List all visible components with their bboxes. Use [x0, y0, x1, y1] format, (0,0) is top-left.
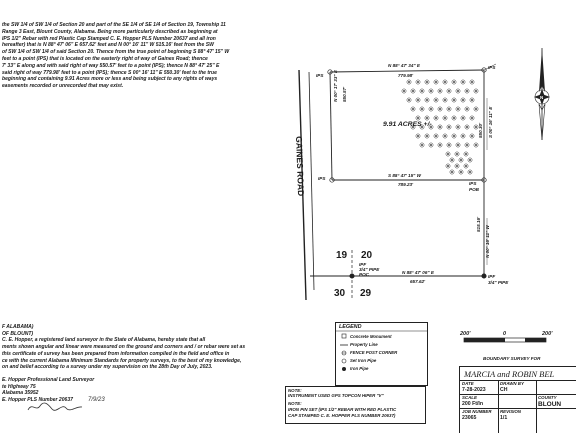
tree-icon [451, 133, 457, 139]
description-line: said right of way 779.98' feet to a point (IPS); thence S 00° 16' 11" E 550.30' feet to the true [2, 69, 217, 76]
tree-icon [460, 79, 466, 85]
description-line: of SW 1/4 of SW 1/4 of said Section 20. Thence from the true point of beginning S 88° 47' 15" W [2, 49, 230, 56]
legend-item: Property Line [350, 342, 378, 347]
tree-icon [415, 133, 421, 139]
certification-line: on and belief according to a survey under my supervision on the 28th Day of July, 2023. [2, 364, 213, 371]
tree-icon [437, 106, 443, 112]
drawn-value: CH [500, 387, 508, 393]
revision-value: 1/1 [500, 415, 508, 421]
tree-icon [463, 151, 469, 157]
scale-left: 200' [460, 331, 471, 337]
tree-icon [437, 142, 443, 148]
tree-icon [410, 88, 416, 94]
tree-icon [437, 124, 443, 130]
scale-bar [464, 338, 546, 342]
section-20: 20 [361, 250, 373, 261]
legend-item: Iron Pipe [350, 366, 369, 371]
surveyor-line: te Highway 75 [2, 383, 36, 390]
tree-icon [428, 88, 434, 94]
scale-mid: 0 [503, 331, 507, 337]
tree-icon [467, 157, 473, 163]
tree-icon [464, 106, 470, 112]
signature-icon [26, 400, 86, 414]
note-instrument: INSTRUMENT USED GPS TOPCON HIPER "V" [288, 393, 384, 398]
note-cap: CAP STAMPED C. E. HOPPER PLS NUMBER 20637) [288, 413, 396, 418]
north-bearing: N 88° 47' 34" E [388, 63, 420, 68]
certification-line: F ALABAMA) [2, 324, 34, 330]
title-header: BOUNDARY SURVEY FOR [483, 356, 541, 361]
tree-icon [469, 115, 475, 121]
tree-icon [460, 97, 466, 103]
concrete-monument-icon [342, 334, 346, 338]
note-title: NOTE: [288, 388, 302, 393]
description-line: Range 3 East, Blount County, Alabama. Being more particularly described as beginning at [2, 28, 218, 35]
tree-icon [469, 79, 475, 85]
tree-icon [458, 157, 464, 163]
tree-icon [455, 106, 461, 112]
north-arrow-icon [534, 48, 550, 140]
ips-label-pob: IPS [469, 181, 477, 186]
job-value: 23065 [462, 415, 477, 421]
pob-label: POB [469, 187, 479, 192]
title-block [459, 366, 576, 433]
certification-line: ments shown angular and linear were measured on the ground and corners and / or rebar were set as [2, 344, 246, 351]
tree-icon [473, 142, 479, 148]
county-value: BLOUN [538, 401, 562, 408]
section-19: 19 [336, 250, 348, 261]
signature-date: 7/9/23 [88, 397, 105, 403]
tree-icon [455, 124, 461, 130]
scale-value: 200 Ft/In [462, 401, 484, 407]
tree-icon [410, 106, 416, 112]
tree-icon [455, 88, 461, 94]
iron-pipe-poc [350, 274, 354, 278]
tree-icon [446, 106, 452, 112]
tree-icon [451, 79, 457, 85]
ips-label-ne: IPS [488, 65, 496, 70]
certification-block [2, 324, 302, 371]
tree-icon [446, 124, 452, 130]
poc-label: POC [359, 272, 369, 277]
tree-icon [449, 169, 455, 175]
tree-icon [458, 169, 464, 175]
tree-icon [401, 88, 407, 94]
date-label: DATE [462, 381, 474, 386]
description-line: feet to a point (IPS) that is located on the easterly right of way of Gaines Road; thence [2, 55, 208, 62]
notes-box [285, 386, 426, 424]
description-line: 7' 33" E along and with said right of way 550.57' feet to a point (IPS); thence N 88° 47' 25" E [2, 62, 220, 69]
iron-pipe-icon [342, 367, 346, 371]
tree-icon [433, 133, 439, 139]
description-line: IPS 1/2" Rebar with red Plastic Cap Stamped C. E. Hopper PLS Number 20637 and all iron [2, 35, 216, 42]
note-title-2: NOTE: [288, 401, 302, 406]
acreage-label: 9.91 ACRES +/- [383, 121, 432, 128]
north-boundary [330, 70, 484, 72]
set-iron-pipe-icon [342, 359, 346, 363]
tree-icon [449, 157, 455, 163]
tree-icon [406, 97, 412, 103]
tree-icon [424, 79, 430, 85]
tree-icon [433, 115, 439, 121]
section-29: 29 [360, 288, 372, 299]
ipf-label-se: IPF [488, 274, 496, 279]
tree-icon [451, 97, 457, 103]
certification-line: ce with the current Alabama Minimum Standards for property surveys, to the best of my knowledge, [2, 357, 242, 364]
tree-icon [419, 106, 425, 112]
tree-icon [464, 88, 470, 94]
pipe-poc-label: 3/4" PIPE [359, 267, 380, 272]
certification-line: this certificate of survey has been prepared from information compiled in the field and office in [2, 350, 230, 357]
tree-icon [460, 115, 466, 121]
tree-icon [415, 79, 421, 85]
south-bearing: N 88° 47' 06" E [402, 270, 434, 275]
tree-icon [455, 142, 461, 148]
tree-icon [419, 88, 425, 94]
county-label: COUNTY [538, 395, 557, 400]
certification-line: OF BLOUNT) [2, 330, 34, 337]
south-distance: 657.62' [410, 279, 426, 284]
tree-icon [464, 142, 470, 148]
job-label: JOB NUMBER [462, 409, 492, 414]
legend-item: FENCE POST CORNER [350, 350, 398, 355]
legend-item: Concrete Monument [350, 334, 392, 339]
certification-line: C. E. Hopper, a registered land surveyor in the State of Alabama, hereby state that all [2, 337, 206, 344]
west-bearing: N 00° 17' 33" E [333, 70, 338, 102]
svg-text:N: N [540, 95, 544, 100]
tree-icon [463, 163, 469, 169]
revision-label: REVISION [500, 409, 521, 414]
date-value: 7-28-2023 [462, 387, 486, 393]
tree-icon [454, 163, 460, 169]
middle-bearing: S 88° 47' 15" W [388, 173, 421, 178]
ipf-label: IPF [359, 262, 367, 267]
tree-icon [428, 106, 434, 112]
surveyor-line: E. Hopper PLS Number 20637 [2, 397, 73, 404]
tree-icon [433, 97, 439, 103]
tree-icon [442, 115, 448, 121]
tree-icon [473, 88, 479, 94]
middle-distance: 789.23' [398, 182, 414, 187]
tree-icon [415, 97, 421, 103]
tree-icon [469, 97, 475, 103]
tree-icon [469, 133, 475, 139]
scale-label: SCALE [462, 395, 477, 400]
description-line: hereafter) that is N 88° 47' 06" E 657.62' feet and N 00° 16' 11" W 515.16' feet from the SW [2, 42, 214, 49]
road-label: GAINES ROAD [294, 136, 307, 197]
tree-icon [424, 97, 430, 103]
tree-icon [454, 151, 460, 157]
description-line: the SW 1/4 of SW 1/4 of Section 20 and part of the SE 1/4 of SE 1/4 of Section 19, Township 11 [2, 22, 226, 28]
road-edge-east [309, 72, 314, 290]
legend-item: Set Iron Pipe [350, 358, 377, 363]
tree-icon [446, 142, 452, 148]
description-line: easements recorded or unrecorded that may exist. [2, 83, 124, 90]
tree-icon [473, 106, 479, 112]
tree-icon [442, 79, 448, 85]
east-upper-distance: 550.30' [478, 122, 483, 138]
tree-icon [442, 97, 448, 103]
surveyor-line: E. Hopper Professional Land Surveyor [2, 377, 95, 383]
west-boundary [330, 72, 332, 180]
description-line: beginning and containing 9.91 Acres more or less and being subject to any rights of ways [2, 76, 218, 83]
tree-icon [437, 88, 443, 94]
tree-icon [428, 142, 434, 148]
iron-pipe-se [482, 274, 486, 278]
north-distance: 779.98' [398, 73, 414, 78]
tree-icon [406, 79, 412, 85]
tree-icon [419, 142, 425, 148]
ips-label-nw: IPS [316, 73, 324, 78]
tree-icon [424, 133, 430, 139]
tree-icon [464, 124, 470, 130]
surveyor-line: Alabama 35952 [2, 390, 39, 397]
note-iron-pin: IRON PIN SET (IPS 1/2" REBAR WITH RED PLASTIC [288, 407, 397, 412]
west-distance: 550.57' [342, 86, 347, 102]
tree-icon [433, 79, 439, 85]
drawn-label: DRAWN BY [500, 381, 524, 386]
tree-icon [460, 133, 466, 139]
ips-label-w: IPS [318, 176, 326, 181]
legend-title: LEGEND [339, 324, 362, 330]
pipe-label-se: 3/4" PIPE [488, 280, 509, 285]
tree-icon [451, 115, 457, 121]
east-lower-distance: 515.16' [476, 216, 481, 232]
tree-icon [445, 151, 451, 157]
legend-box [335, 322, 428, 386]
tree-icon [467, 169, 473, 175]
section-30: 30 [334, 288, 346, 299]
east-upper-bearing: S 00° 16' 11" E [488, 106, 493, 138]
east-lower-bearing: N 00° 16' 11" W [485, 225, 490, 258]
client-name: MARCIA and ROBIN BEL [464, 369, 555, 379]
tree-icon [446, 88, 452, 94]
tree-icon [442, 133, 448, 139]
scale-right: 200' [542, 331, 553, 337]
tree-icon [445, 163, 451, 169]
